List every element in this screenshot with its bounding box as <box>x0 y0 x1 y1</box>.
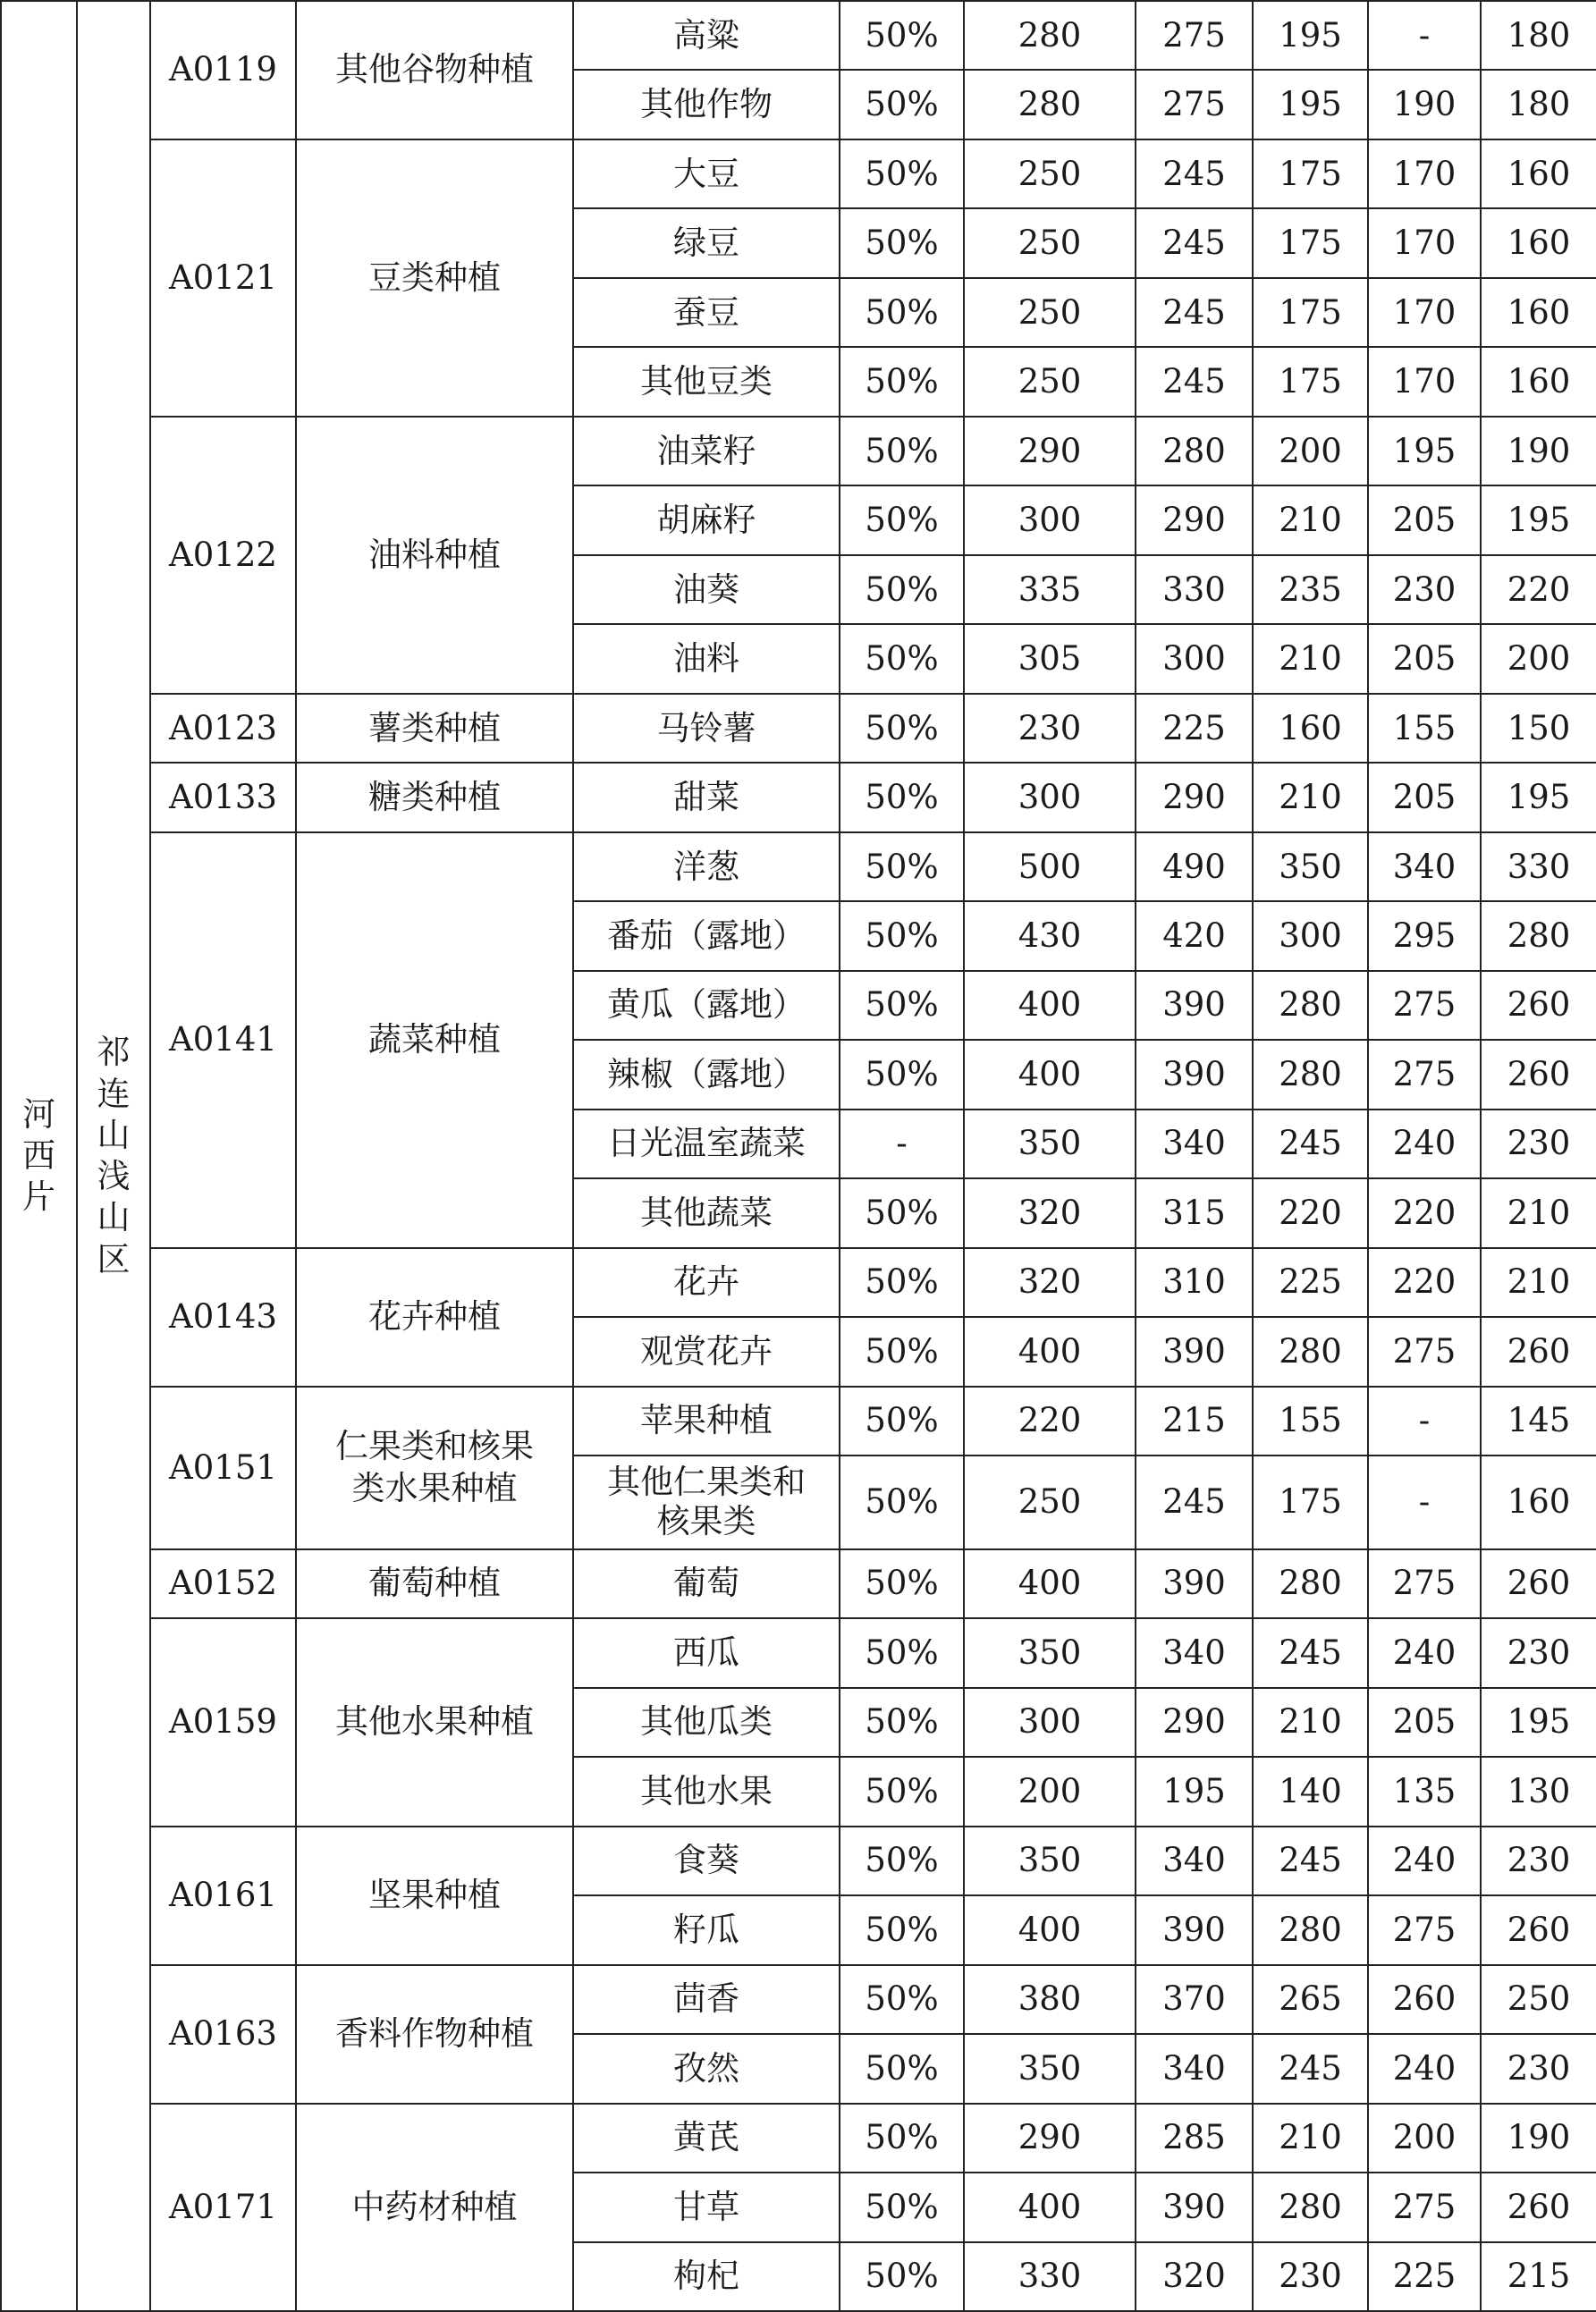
table-row <box>1 1248 1596 1317</box>
table-row <box>1 2104 1596 2173</box>
crop-name: 茴香 <box>573 1965 840 2034</box>
value-cell: 175 <box>1253 1456 1368 1549</box>
value-cell: 190 <box>1481 2104 1596 2173</box>
crop-name: 油菜籽 <box>573 417 840 485</box>
value-cell: 240 <box>1368 2034 1481 2103</box>
ratio-cell: 50% <box>840 417 964 485</box>
value-cell: 235 <box>1253 555 1368 624</box>
ratio-cell: 50% <box>840 70 964 139</box>
value-cell: 155 <box>1368 694 1481 763</box>
value-cell: 245 <box>1253 1110 1368 1178</box>
value-cell: 390 <box>1136 1040 1253 1109</box>
crop-name: 籽瓜 <box>573 1895 840 1964</box>
vertical-char: 山 <box>97 1115 131 1154</box>
ratio-cell: 50% <box>840 1895 964 1964</box>
value-cell: 230 <box>1481 1827 1596 1895</box>
ratio-cell: 50% <box>840 1387 964 1456</box>
value-cell: 130 <box>1481 1757 1596 1826</box>
value-cell: 250 <box>964 139 1136 208</box>
value-cell: 320 <box>964 1178 1136 1247</box>
value-cell: 225 <box>1368 2242 1481 2311</box>
value-cell: 275 <box>1368 2173 1481 2241</box>
value-cell: 275 <box>1368 1040 1481 1109</box>
value-cell: 390 <box>1136 971 1253 1040</box>
crop-name: 其他瓜类 <box>573 1688 840 1757</box>
value-cell: 400 <box>964 1317 1136 1386</box>
value-cell: 200 <box>1368 2104 1481 2173</box>
industry-category: 豆类种植 <box>296 139 573 417</box>
ratio-cell: 50% <box>840 624 964 693</box>
value-cell: 295 <box>1368 901 1481 970</box>
ratio-cell: 50% <box>840 1317 964 1386</box>
value-cell: 150 <box>1481 694 1596 763</box>
value-cell: 170 <box>1368 208 1481 277</box>
value-cell: 315 <box>1136 1178 1253 1247</box>
value-cell: 245 <box>1253 2034 1368 2103</box>
value-cell: 160 <box>1253 694 1368 763</box>
subregion-cell <box>77 1 150 2311</box>
value-cell: 400 <box>964 2173 1136 2241</box>
value-cell: 260 <box>1481 2173 1596 2241</box>
industry-category: 蔬菜种植 <box>296 832 573 1248</box>
value-cell: 430 <box>964 901 1136 970</box>
value-cell: 195 <box>1136 1757 1253 1826</box>
vertical-char: 山 <box>97 1198 131 1237</box>
value-cell: 285 <box>1136 2104 1253 2173</box>
value-cell: 195 <box>1481 1688 1596 1757</box>
value-cell: 250 <box>964 278 1136 347</box>
value-cell: 205 <box>1368 1688 1481 1757</box>
crop-name: 油葵 <box>573 555 840 624</box>
crop-name: 胡麻籽 <box>573 485 840 554</box>
value-cell: 490 <box>1136 832 1253 901</box>
value-cell: 370 <box>1136 1965 1253 2034</box>
value-cell: 230 <box>1253 2242 1368 2311</box>
value-cell: 275 <box>1368 1549 1481 1618</box>
value-cell: 245 <box>1136 278 1253 347</box>
value-cell: 260 <box>1481 1895 1596 1964</box>
table-row <box>1 1827 1596 1895</box>
value-cell: 220 <box>964 1387 1136 1456</box>
crop-name: 其他水果 <box>573 1757 840 1826</box>
value-cell: 210 <box>1481 1248 1596 1317</box>
value-cell: 280 <box>1481 901 1596 970</box>
value-cell: 260 <box>1368 1965 1481 2034</box>
crop-name: 番茄（露地） <box>573 901 840 970</box>
crop-name: 孜然 <box>573 2034 840 2103</box>
value-cell: 340 <box>1136 1110 1253 1178</box>
value-cell: 290 <box>964 2104 1136 2173</box>
crop-name: 枸杞 <box>573 2242 840 2311</box>
value-cell: 260 <box>1481 1317 1596 1386</box>
ratio-cell: 50% <box>840 832 964 901</box>
ratio-cell: 50% <box>840 1757 964 1826</box>
value-cell: 300 <box>964 1688 1136 1757</box>
value-cell: 250 <box>964 1456 1136 1549</box>
value-cell: 300 <box>1136 624 1253 693</box>
industry-category: 薯类种植 <box>296 694 573 763</box>
value-cell: 300 <box>1253 901 1368 970</box>
value-cell: 340 <box>1368 832 1481 901</box>
vertical-char: 浅 <box>97 1157 131 1196</box>
value-cell: 195 <box>1253 70 1368 139</box>
value-cell: 215 <box>1136 1387 1253 1456</box>
ratio-cell: 50% <box>840 1618 964 1687</box>
value-cell: 260 <box>1481 1040 1596 1109</box>
crop-name: 西瓜 <box>573 1618 840 1687</box>
vertical-char: 区 <box>97 1239 131 1278</box>
value-cell: 215 <box>1481 2242 1596 2311</box>
value-cell: 160 <box>1481 278 1596 347</box>
value-cell: 250 <box>964 208 1136 277</box>
ratio-cell: 50% <box>840 278 964 347</box>
value-cell: 220 <box>1253 1178 1368 1247</box>
value-cell: 400 <box>964 971 1136 1040</box>
value-cell: 210 <box>1481 1178 1596 1247</box>
value-cell: 210 <box>1253 2104 1368 2173</box>
value-cell: 240 <box>1368 1618 1481 1687</box>
industry-code: A0143 <box>150 1248 296 1387</box>
ratio-cell: 50% <box>840 1688 964 1757</box>
value-cell: 420 <box>1136 901 1253 970</box>
value-cell: 200 <box>1481 624 1596 693</box>
crop-name: 甜菜 <box>573 763 840 831</box>
industry-category: 油料种植 <box>296 417 573 694</box>
crop-name: 食葵 <box>573 1827 840 1895</box>
table-row <box>1 1618 1596 1687</box>
value-cell: 350 <box>964 2034 1136 2103</box>
value-cell: 280 <box>1253 1040 1368 1109</box>
value-cell: 350 <box>964 1618 1136 1687</box>
value-cell: 195 <box>1253 1 1368 70</box>
value-cell: 330 <box>964 2242 1136 2311</box>
industry-category: 其他水果种植 <box>296 1618 573 1826</box>
value-cell: 400 <box>964 1549 1136 1618</box>
table-row <box>1 1 1596 70</box>
table-row <box>1 1387 1596 1456</box>
value-cell: 275 <box>1368 1317 1481 1386</box>
value-cell: 280 <box>1253 1895 1368 1964</box>
value-cell: 280 <box>964 70 1136 139</box>
industry-category: 仁果类和核果类水果种植 <box>296 1387 573 1549</box>
value-cell: 210 <box>1253 1688 1368 1757</box>
ratio-cell: 50% <box>840 694 964 763</box>
value-cell: 350 <box>964 1110 1136 1178</box>
value-cell: 200 <box>964 1757 1136 1826</box>
crop-name: 绿豆 <box>573 208 840 277</box>
value-cell: 320 <box>964 1248 1136 1317</box>
value-cell: 210 <box>1253 763 1368 831</box>
value-cell: 265 <box>1253 1965 1368 2034</box>
value-cell: 220 <box>1368 1248 1481 1317</box>
industry-code: A0121 <box>150 139 296 417</box>
value-cell: 205 <box>1368 485 1481 554</box>
crop-name: 其他仁果类和核果类 <box>573 1456 840 1549</box>
crop-name: 其他蔬菜 <box>573 1178 840 1247</box>
value-cell: 245 <box>1253 1618 1368 1687</box>
ratio-cell: 50% <box>840 1178 964 1247</box>
value-cell: 160 <box>1481 139 1596 208</box>
value-cell: 220 <box>1481 555 1596 624</box>
crop-name: 花卉 <box>573 1248 840 1317</box>
value-cell: 230 <box>1368 555 1481 624</box>
crop-name: 高粱 <box>573 1 840 70</box>
value-cell: 340 <box>1136 1618 1253 1687</box>
crop-name: 观赏花卉 <box>573 1317 840 1386</box>
vertical-char: 祁 <box>97 1033 131 1072</box>
value-cell: 140 <box>1253 1757 1368 1826</box>
industry-category: 葡萄种植 <box>296 1549 573 1618</box>
value-cell: 280 <box>1253 1317 1368 1386</box>
value-cell: 245 <box>1253 1827 1368 1895</box>
ratio-cell: 50% <box>840 763 964 831</box>
industry-category: 花卉种植 <box>296 1248 573 1387</box>
value-cell: 275 <box>1368 1895 1481 1964</box>
table-row <box>1 832 1596 901</box>
industry-code: A0163 <box>150 1965 296 2104</box>
value-cell: 170 <box>1368 347 1481 416</box>
table-row <box>1 763 1596 831</box>
vertical-char: 片 <box>22 1177 55 1217</box>
crop-name: 辣椒（露地） <box>573 1040 840 1109</box>
value-cell: 250 <box>964 347 1136 416</box>
table-row <box>1 417 1596 485</box>
ratio-cell: - <box>840 1110 964 1178</box>
crop-name: 马铃薯 <box>573 694 840 763</box>
value-cell: 230 <box>1481 1110 1596 1178</box>
value-cell: 205 <box>1368 763 1481 831</box>
value-cell: - <box>1368 1387 1481 1456</box>
ratio-cell: 50% <box>840 1040 964 1109</box>
value-cell: 170 <box>1368 278 1481 347</box>
value-cell: 310 <box>1136 1248 1253 1317</box>
value-cell: 220 <box>1368 1178 1481 1247</box>
ratio-cell: 50% <box>840 901 964 970</box>
ratio-cell: 50% <box>840 1549 964 1618</box>
value-cell: 205 <box>1368 624 1481 693</box>
value-cell: 280 <box>1136 417 1253 485</box>
ratio-cell: 50% <box>840 1248 964 1317</box>
value-cell: 390 <box>1136 1317 1253 1386</box>
value-cell: 240 <box>1368 1827 1481 1895</box>
value-cell: 330 <box>1136 555 1253 624</box>
value-cell: 230 <box>964 694 1136 763</box>
value-cell: 275 <box>1136 1 1253 70</box>
value-cell: 190 <box>1481 417 1596 485</box>
industry-code: A0141 <box>150 832 296 1248</box>
industry-code: A0171 <box>150 2104 296 2311</box>
value-cell: 180 <box>1481 70 1596 139</box>
value-cell: 210 <box>1253 624 1368 693</box>
value-cell: 160 <box>1481 208 1596 277</box>
vertical-char: 连 <box>97 1074 131 1113</box>
ratio-cell: 50% <box>840 2173 964 2241</box>
value-cell: 155 <box>1253 1387 1368 1456</box>
crop-name: 蚕豆 <box>573 278 840 347</box>
ratio-cell: 50% <box>840 555 964 624</box>
value-cell: 340 <box>1136 2034 1253 2103</box>
value-cell: 335 <box>964 555 1136 624</box>
value-cell: 400 <box>964 1895 1136 1964</box>
ratio-cell: 50% <box>840 2104 964 2173</box>
value-cell: 350 <box>964 1827 1136 1895</box>
ratio-cell: 50% <box>840 971 964 1040</box>
value-cell: 340 <box>1136 1827 1253 1895</box>
industry-code: A0133 <box>150 763 296 831</box>
value-cell: 280 <box>1253 971 1368 1040</box>
value-cell: 225 <box>1253 1248 1368 1317</box>
value-cell: 245 <box>1136 139 1253 208</box>
value-cell: 245 <box>1136 347 1253 416</box>
crop-name: 油料 <box>573 624 840 693</box>
value-cell: 170 <box>1368 139 1481 208</box>
crop-name: 葡萄 <box>573 1549 840 1618</box>
value-cell: 225 <box>1136 694 1253 763</box>
table-row <box>1 1965 1596 2034</box>
value-cell: 390 <box>1136 2173 1253 2241</box>
value-cell: 380 <box>964 1965 1136 2034</box>
value-cell: 280 <box>964 1 1136 70</box>
industry-category: 糖类种植 <box>296 763 573 831</box>
ratio-cell: 50% <box>840 347 964 416</box>
value-cell: 260 <box>1481 1549 1596 1618</box>
industry-category: 中药材种植 <box>296 2104 573 2311</box>
value-cell: 245 <box>1136 208 1253 277</box>
value-cell: 195 <box>1368 417 1481 485</box>
ratio-cell: 50% <box>840 485 964 554</box>
industry-code: A0123 <box>150 694 296 763</box>
crop-name: 黄芪 <box>573 2104 840 2173</box>
crop-name: 甘草 <box>573 2173 840 2241</box>
value-cell: 175 <box>1253 208 1368 277</box>
value-cell: - <box>1368 1456 1481 1549</box>
crop-name: 大豆 <box>573 139 840 208</box>
value-cell: 175 <box>1253 139 1368 208</box>
ratio-cell: 50% <box>840 208 964 277</box>
value-cell: 305 <box>964 624 1136 693</box>
value-cell: 390 <box>1136 1549 1253 1618</box>
industry-code: A0119 <box>150 1 296 139</box>
value-cell: 230 <box>1481 1618 1596 1687</box>
table-row <box>1 1549 1596 1618</box>
value-cell: 300 <box>964 763 1136 831</box>
value-cell: 195 <box>1481 485 1596 554</box>
value-cell: 330 <box>1481 832 1596 901</box>
value-cell: 390 <box>1136 1895 1253 1964</box>
industry-code: A0151 <box>150 1387 296 1549</box>
value-cell: 290 <box>1136 1688 1253 1757</box>
crop-name: 其他豆类 <box>573 347 840 416</box>
value-cell: 230 <box>1481 2034 1596 2103</box>
value-cell: 175 <box>1253 347 1368 416</box>
industry-code: A0152 <box>150 1549 296 1618</box>
region-cell <box>1 1 77 2311</box>
value-cell: 240 <box>1368 1110 1481 1178</box>
value-cell: 275 <box>1368 971 1481 1040</box>
value-cell: 350 <box>1253 832 1368 901</box>
value-cell: 300 <box>964 485 1136 554</box>
industry-code: A0122 <box>150 417 296 694</box>
industry-code: A0161 <box>150 1827 296 1965</box>
value-cell: 280 <box>1253 2173 1368 2241</box>
value-cell: 400 <box>964 1040 1136 1109</box>
value-cell: 135 <box>1368 1757 1481 1826</box>
value-cell: 175 <box>1253 278 1368 347</box>
value-cell: 500 <box>964 832 1136 901</box>
table-row <box>1 694 1596 763</box>
value-cell: 275 <box>1136 70 1253 139</box>
value-cell: 260 <box>1481 971 1596 1040</box>
value-cell: 195 <box>1481 763 1596 831</box>
value-cell: 160 <box>1481 347 1596 416</box>
value-cell: 245 <box>1136 1456 1253 1549</box>
industry-category: 其他谷物种植 <box>296 1 573 139</box>
ratio-cell: 50% <box>840 139 964 208</box>
value-cell: - <box>1368 1 1481 70</box>
crop-name: 其他作物 <box>573 70 840 139</box>
crop-name: 洋葱 <box>573 832 840 901</box>
ratio-cell: 50% <box>840 1 964 70</box>
value-cell: 320 <box>1136 2242 1253 2311</box>
industry-category: 坚果种植 <box>296 1827 573 1965</box>
ratio-cell: 50% <box>840 1827 964 1895</box>
crop-name: 苹果种植 <box>573 1387 840 1456</box>
value-cell: 290 <box>1136 485 1253 554</box>
value-cell: 290 <box>1136 763 1253 831</box>
value-cell: 190 <box>1368 70 1481 139</box>
ratio-cell: 50% <box>840 1456 964 1549</box>
value-cell: 280 <box>1253 1549 1368 1618</box>
vertical-char: 西 <box>22 1135 55 1175</box>
ratio-cell: 50% <box>840 2242 964 2311</box>
industry-code: A0159 <box>150 1618 296 1826</box>
ratio-cell: 50% <box>840 2034 964 2103</box>
value-cell: 180 <box>1481 1 1596 70</box>
value-cell: 250 <box>1481 1965 1596 2034</box>
ratio-cell: 50% <box>840 1965 964 2034</box>
industry-category: 香料作物种植 <box>296 1965 573 2104</box>
value-cell: 145 <box>1481 1387 1596 1456</box>
crop-name: 日光温室蔬菜 <box>573 1110 840 1178</box>
crop-name: 黄瓜（露地） <box>573 971 840 1040</box>
value-cell: 200 <box>1253 417 1368 485</box>
vertical-char: 河 <box>22 1094 55 1134</box>
value-cell: 290 <box>964 417 1136 485</box>
table-row <box>1 139 1596 208</box>
value-cell: 160 <box>1481 1456 1596 1549</box>
value-cell: 210 <box>1253 485 1368 554</box>
